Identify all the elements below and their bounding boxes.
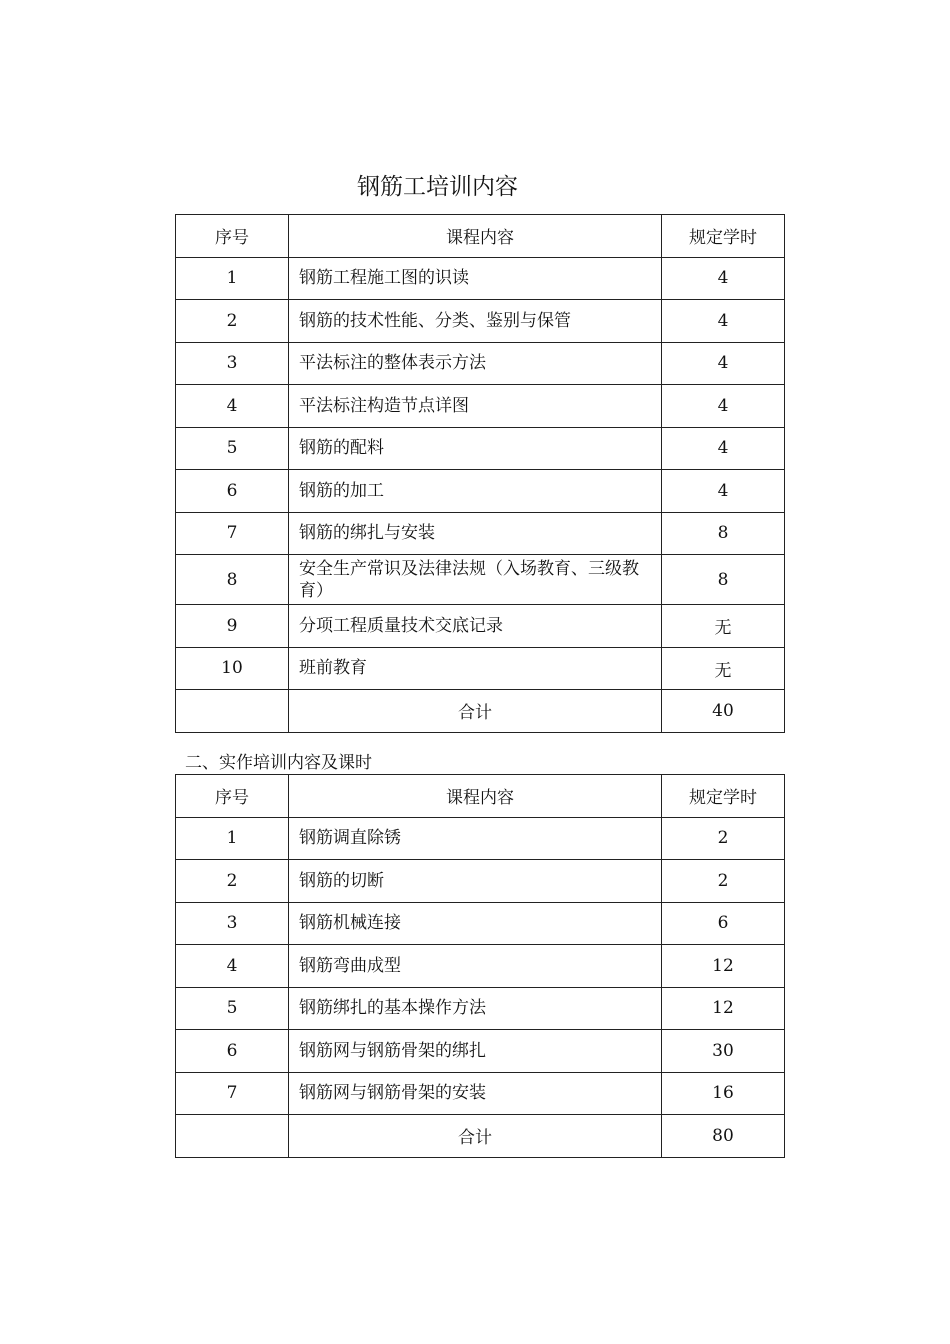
row-no: 1 <box>176 817 289 860</box>
row-no: 5 <box>176 987 289 1030</box>
row-hours: 6 <box>662 902 785 945</box>
row-hours: 4 <box>662 342 785 385</box>
row-no: 1 <box>176 257 289 300</box>
row-no: 3 <box>176 342 289 385</box>
practical-course-table <box>175 774 785 1158</box>
row-no: 8 <box>176 555 289 605</box>
total-blank-cell <box>176 690 289 733</box>
row-content: 平法标注构造节点详图 <box>289 385 662 428</box>
total-hours: 80 <box>662 1115 785 1158</box>
row-hours: 4 <box>662 300 785 343</box>
table-row <box>176 512 785 555</box>
header-hours: 规定学时 <box>662 215 785 258</box>
row-no: 7 <box>176 512 289 555</box>
row-no: 2 <box>176 300 289 343</box>
table-row <box>176 945 785 988</box>
row-content: 钢筋调直除锈 <box>289 817 662 860</box>
row-hours: 30 <box>662 1030 785 1073</box>
row-no: 4 <box>176 945 289 988</box>
table-row <box>176 817 785 860</box>
table-total-row <box>176 1115 785 1158</box>
row-content: 钢筋工程施工图的识读 <box>289 257 662 300</box>
row-hours: 8 <box>662 512 785 555</box>
row-content: 钢筋的绑扎与安装 <box>289 512 662 555</box>
row-content: 钢筋网与钢筋骨架的安装 <box>289 1072 662 1115</box>
table-row <box>176 1072 785 1115</box>
row-hours: 4 <box>662 257 785 300</box>
row-content: 钢筋网与钢筋骨架的绑扎 <box>289 1030 662 1073</box>
row-content: 钢筋弯曲成型 <box>289 945 662 988</box>
total-label: 合计 <box>289 1115 662 1158</box>
table-row <box>176 860 785 903</box>
row-content: 钢筋的技术性能、分类、鉴别与保管 <box>289 300 662 343</box>
row-content: 钢筋机械连接 <box>289 902 662 945</box>
theory-course-table <box>175 214 785 733</box>
row-hours: 4 <box>662 385 785 428</box>
total-blank-cell <box>176 1115 289 1158</box>
row-no: 6 <box>176 1030 289 1073</box>
row-hours: 2 <box>662 817 785 860</box>
row-content: 分项工程质量技术交底记录 <box>289 605 662 648</box>
table-header-row <box>176 215 785 258</box>
table-row <box>176 470 785 513</box>
row-hours: 4 <box>662 427 785 470</box>
row-hours: 无 <box>662 605 785 648</box>
row-content: 安全生产常识及法律法规（入场教育、三级教育） <box>289 555 662 605</box>
row-hours: 16 <box>662 1072 785 1115</box>
row-hours: 12 <box>662 987 785 1030</box>
row-hours: 无 <box>662 647 785 690</box>
table-row <box>176 300 785 343</box>
table-header-row <box>176 775 785 818</box>
row-content: 钢筋的配料 <box>289 427 662 470</box>
row-no: 4 <box>176 385 289 428</box>
row-content: 钢筋绑扎的基本操作方法 <box>289 987 662 1030</box>
header-no: 序号 <box>176 775 289 818</box>
table-total-row <box>176 690 785 733</box>
row-no: 2 <box>176 860 289 903</box>
total-label: 合计 <box>289 690 662 733</box>
row-hours: 8 <box>662 555 785 605</box>
total-hours: 40 <box>662 690 785 733</box>
table-row <box>176 257 785 300</box>
row-no: 10 <box>176 647 289 690</box>
header-content: 课程内容 <box>289 775 662 818</box>
header-content: 课程内容 <box>289 215 662 258</box>
table-row <box>176 902 785 945</box>
row-content: 钢筋的加工 <box>289 470 662 513</box>
table-row <box>176 342 785 385</box>
row-content: 平法标注的整体表示方法 <box>289 342 662 385</box>
table-row <box>176 385 785 428</box>
row-hours: 2 <box>662 860 785 903</box>
row-no: 5 <box>176 427 289 470</box>
row-content: 班前教育 <box>289 647 662 690</box>
row-no: 7 <box>176 1072 289 1115</box>
row-no: 3 <box>176 902 289 945</box>
row-hours: 12 <box>662 945 785 988</box>
row-content: 钢筋的切断 <box>289 860 662 903</box>
header-hours: 规定学时 <box>662 775 785 818</box>
table-row <box>176 605 785 648</box>
document-title: 钢筋工培训内容 <box>357 174 518 200</box>
table-row <box>176 987 785 1030</box>
row-no: 9 <box>176 605 289 648</box>
table-row <box>176 647 785 690</box>
row-hours: 4 <box>662 470 785 513</box>
table-row <box>176 555 785 605</box>
row-no: 6 <box>176 470 289 513</box>
section-heading: 二、实作培训内容及课时 <box>185 753 372 773</box>
table-row <box>176 1030 785 1073</box>
table-row <box>176 427 785 470</box>
header-no: 序号 <box>176 215 289 258</box>
